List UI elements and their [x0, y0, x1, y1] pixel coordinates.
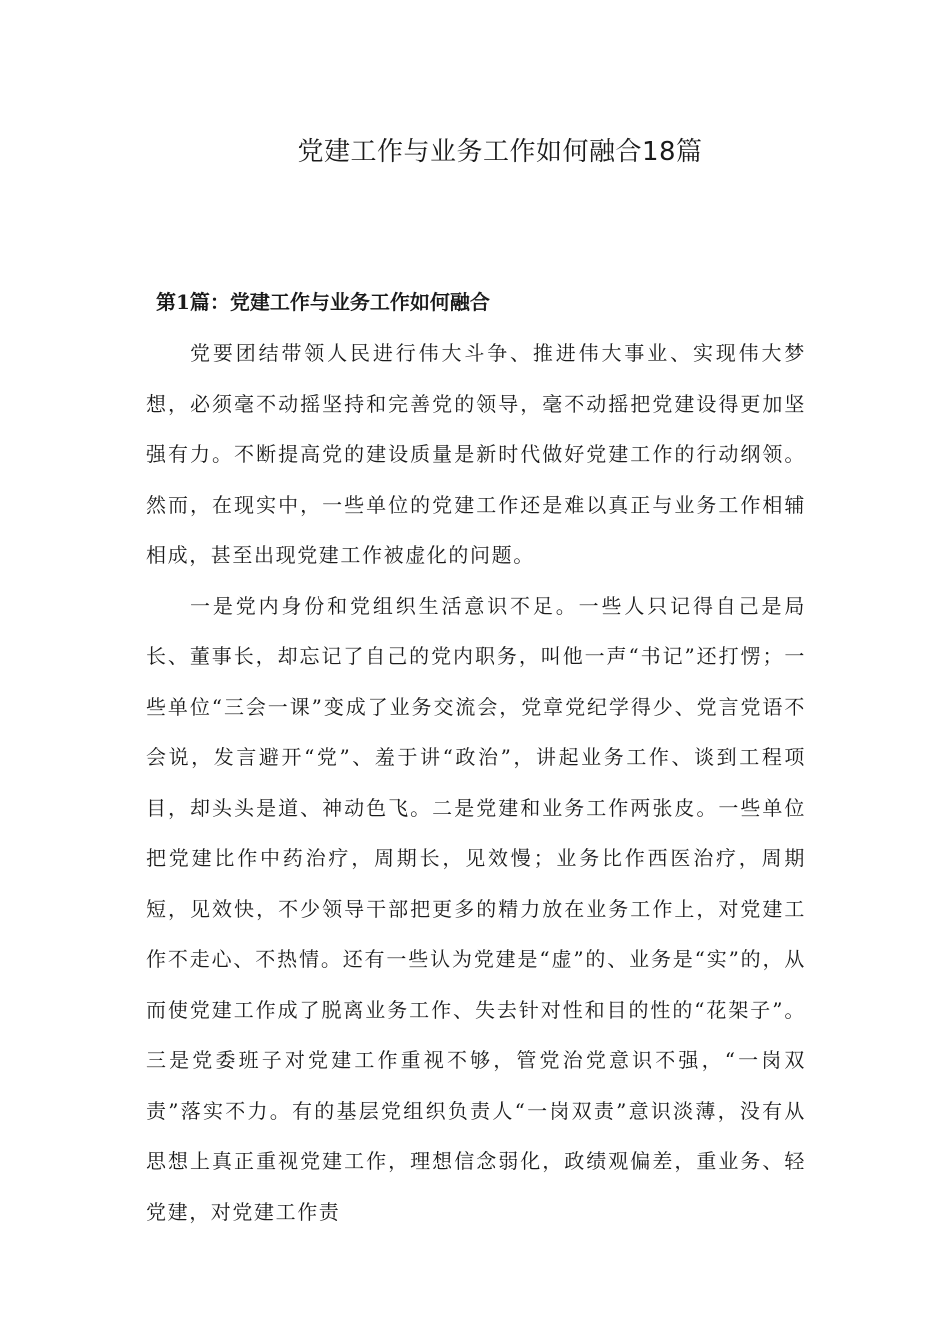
body-text	[146, 328, 806, 1237]
section-heading: 第1篇：党建工作与业务工作如何融合	[156, 290, 490, 314]
paragraph: 一是党内身份和党组织生活意识不足。一些人只记得自己是局长、董事长，却忘记了自己的党内职务，叫他一声“书记”还打愣；一些单位“三会一课”变成了业务交流会，党章党纪学得少、党言党语不会说，发言避开“党”、羞于讲“政治”，讲起业务工作、谈到工程项目，却头头是道、神动色飞。二是党建和业务工作两张皮。一些单位把党建比作中药治疗，周期长，见效慢；业务比作西医治疗，周期短，见效快，不少领导干部把更多的精力放在业务工作上，对党建工作不走心、不热情。还有一些认为党建是“虚”的、业务是“实”的，从而使党建工作成了脱离业务工作、失去针对性和目的性的“花架子”。三是党委班子对党建工作重视不够，管党治党意识不强，“一岗双责”落实不力。有的基层党组织负责人“一岗双责”意识淡薄，没有从思想上真正重视党建工作，理想信念弱化，政绩观偏差，重业务、轻党建，对党建工作责	[146, 593, 806, 1224]
document-title: 党建工作与业务工作如何融合18篇	[297, 137, 703, 167]
paragraph: 党要团结带领人民进行伟大斗争、推进伟大事业、实现伟大梦想，必须毫不动摇坚持和完善党的领导，毫不动摇把党建设得更加坚强有力。不断提高党的建设质量是新时代做好党建工作的行动纲领。然而，在现实中，一些单位的党建工作还是难以真正与业务工作相辅相成，甚至出现党建工作被虚化的问题。	[146, 341, 806, 567]
